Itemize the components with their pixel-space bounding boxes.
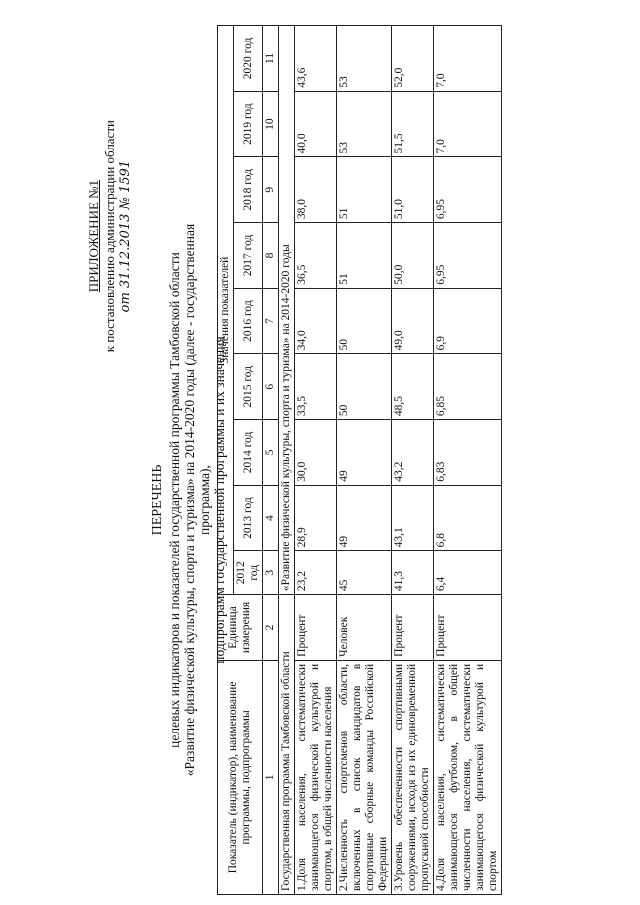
indicator-value: 6,95 xyxy=(434,157,502,223)
section-title-right: «Развитие физической культуры, спорта и туризма» на 2014-2020 годы xyxy=(279,26,295,595)
indicator-value: 6,85 xyxy=(434,354,502,420)
column-number: 7 xyxy=(263,288,279,354)
indicator-value: 53 xyxy=(337,26,392,92)
indicators-table xyxy=(217,25,502,895)
indicator-value: 36,5 xyxy=(295,223,337,289)
indicator-value: 6,83 xyxy=(434,420,502,486)
header-year: 2016 год xyxy=(234,288,263,354)
indicator-value: 40,0 xyxy=(295,91,337,157)
table-row xyxy=(434,26,502,895)
appendix-title: ПРИЛОЖЕНИЕ №1 xyxy=(86,179,101,293)
indicator-value: 43,1 xyxy=(392,485,434,551)
indicator-value: 23,2 xyxy=(295,551,337,595)
indicator-name: 2.Численность спортсменов области, включенных в список кандидатов в спортивные сборные команды Российской Федерации xyxy=(337,660,392,894)
column-number-row xyxy=(263,26,279,895)
column-number: 9 xyxy=(263,157,279,223)
indicator-value: 49 xyxy=(337,485,392,551)
header-year: 2019 год xyxy=(234,91,263,157)
indicator-value: 43,2 xyxy=(392,420,434,486)
header-year: 2017 год xyxy=(234,223,263,289)
title-line-3: подпрограмм государственной программы и их значения xyxy=(212,336,227,664)
header-row-1 xyxy=(218,26,234,895)
column-number: 1 xyxy=(263,660,279,894)
indicator-value: 6,95 xyxy=(434,223,502,289)
header-year: 2015 год xyxy=(234,354,263,420)
indicator-value: 48,5 xyxy=(392,354,434,420)
header-year: 2012 год xyxy=(234,551,263,595)
document-title: ПЕРЕЧЕНЬ xyxy=(150,464,165,536)
indicator-value: 6,9 xyxy=(434,288,502,354)
indicator-value: 33,5 xyxy=(295,354,337,420)
section-title-left: Государственная программа Тамбовской области xyxy=(279,595,295,895)
indicator-value: 43,6 xyxy=(295,26,337,92)
indicator-name: 3.Уровень обеспеченности спортивными сооружениями, исходя из их единовременной пропускной способности xyxy=(392,660,434,894)
indicator-value: 49 xyxy=(337,420,392,486)
indicator-value: 45 xyxy=(337,551,392,595)
indicator-value: 49,0 xyxy=(392,288,434,354)
appendix-line-1: к постановлению администрации области xyxy=(102,120,117,353)
indicator-unit: Процент xyxy=(392,595,434,661)
column-number: 11 xyxy=(263,26,279,92)
header-values-group: Значения показателей xyxy=(218,26,234,595)
header-year: 2013 год xyxy=(234,485,263,551)
indicator-unit: Процент xyxy=(434,595,502,661)
indicator-value: 7,0 xyxy=(434,91,502,157)
column-number: 5 xyxy=(263,420,279,486)
indicator-value: 51 xyxy=(337,223,392,289)
indicator-value: 41,3 xyxy=(392,551,434,595)
indicator-value: 51,5 xyxy=(392,91,434,157)
indicator-value: 6,8 xyxy=(434,485,502,551)
column-number: 10 xyxy=(263,91,279,157)
appendix-block xyxy=(86,120,134,352)
table-row xyxy=(337,26,392,895)
indicator-value: 7,0 xyxy=(434,26,502,92)
indicator-value: 6,4 xyxy=(434,551,502,595)
indicator-value: 51,0 xyxy=(392,157,434,223)
table-row xyxy=(295,26,337,895)
title-line-2: «Развитие физической культуры, спорта и туризма» на 2014-2020 годы (далее - государственная программа), xyxy=(182,223,212,777)
appendix-date-number: от 31.12.2013 № 1591 xyxy=(118,159,133,313)
indicator-value: 50 xyxy=(337,354,392,420)
column-number: 4 xyxy=(263,485,279,551)
indicator-value: 38,0 xyxy=(295,157,337,223)
table-row xyxy=(392,26,434,895)
indicator-unit: Человек xyxy=(337,595,392,661)
indicator-value: 53 xyxy=(337,91,392,157)
indicator-value: 34,0 xyxy=(295,288,337,354)
header-unit: Единица измерения xyxy=(218,595,263,661)
indicator-value: 52,0 xyxy=(392,26,434,92)
title-line-1: целевых индикаторов и показателей государственной программы Тамбовской области xyxy=(167,252,182,748)
column-number: 3 xyxy=(263,551,279,595)
column-number: 6 xyxy=(263,354,279,420)
indicator-value: 51 xyxy=(337,157,392,223)
column-number: 8 xyxy=(263,223,279,289)
indicator-name: 4.Доля населения, систематически занимающегося футболом, в общей численности населения, систематически занимающегося физической культурой и спортом xyxy=(434,660,502,894)
indicator-value: 50,0 xyxy=(392,223,434,289)
indicator-name: 1.Доля населения, систематически занимающегося физической культурой и спортом, в общей численности населения xyxy=(295,660,337,894)
indicator-unit: Процент xyxy=(295,595,337,661)
header-year: 2018 год xyxy=(234,157,263,223)
title-block xyxy=(150,200,227,800)
header-year: 2020 год xyxy=(234,26,263,92)
section-row xyxy=(279,26,295,895)
indicator-value: 50 xyxy=(337,288,392,354)
indicator-value: 30,0 xyxy=(295,420,337,486)
column-number: 2 xyxy=(263,595,279,661)
indicator-value: 28,9 xyxy=(295,485,337,551)
header-indicator: Показатель (индикатор), наименование программы, подпрограммы xyxy=(218,660,263,894)
header-year: 2014 год xyxy=(234,420,263,486)
